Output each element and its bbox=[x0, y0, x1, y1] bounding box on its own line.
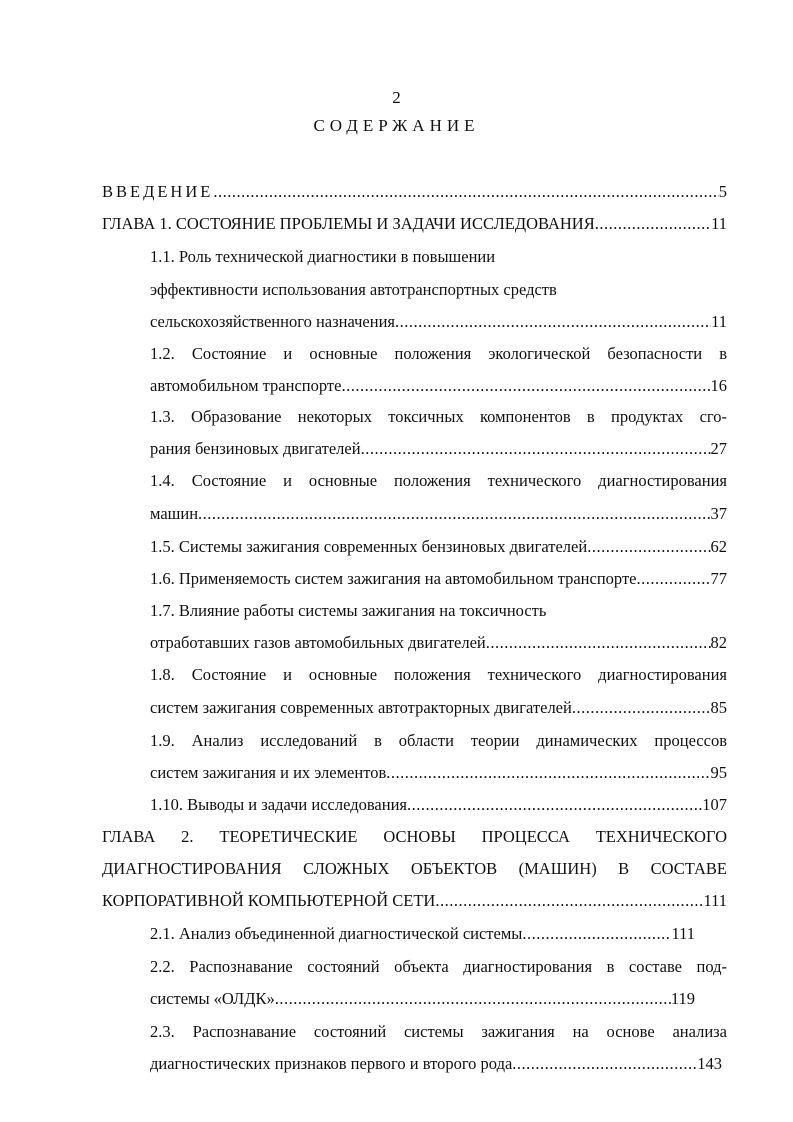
toc-entry-1-5 bbox=[150, 537, 727, 557]
toc-entry-1-1-line2: эффективности использования автотранспортных средств bbox=[150, 280, 557, 299]
toc-entry-chapter-1 bbox=[102, 214, 727, 234]
toc-entry-2-3-line1: 2.3. Распознавание состояний системы зажигания на основе анализа bbox=[150, 1022, 727, 1041]
toc-page-number: 95 bbox=[710, 763, 727, 782]
toc-entry-1-6 bbox=[150, 569, 727, 589]
toc-entry-1-2-line1: 1.2. Состояние и основные положения экологической безопасности в bbox=[150, 344, 727, 363]
toc-entry-1-1 bbox=[150, 312, 727, 332]
toc-entry-title: рания бензиновых двигателей bbox=[150, 439, 361, 458]
dot-leader bbox=[361, 439, 711, 459]
toc-entry-title: систем зажигания современных автотракторных двигателей bbox=[150, 698, 572, 717]
toc-entry-title: КОРПОРАТИВНОЙ КОМПЬЮТЕРНОЙ СЕТИ bbox=[102, 891, 436, 910]
toc-page-number: 16 bbox=[710, 376, 727, 395]
dot-leader bbox=[486, 633, 711, 653]
dot-leader bbox=[595, 214, 711, 234]
toc-entry-title: машин bbox=[150, 504, 199, 523]
toc-entry-2-1 bbox=[150, 924, 695, 944]
toc-page-number: 85 bbox=[710, 698, 727, 717]
toc-entry-2-2 bbox=[150, 989, 695, 1009]
toc-entry-1-1-line1: 1.1. Роль технической диагностики в повышении bbox=[150, 247, 496, 266]
dot-leader bbox=[198, 504, 710, 524]
toc-page-number: 11 bbox=[711, 214, 727, 233]
toc-page-number: 111 bbox=[703, 891, 727, 910]
toc-entry-chapter-2 bbox=[102, 891, 727, 911]
toc-page-number: 11 bbox=[711, 312, 727, 331]
toc-entry-title: 1.6. Применяемость систем зажигания на автомобильном транспорте bbox=[150, 569, 637, 588]
toc-entry-title: 1.5. Системы зажигания современных бензиновых двигателей bbox=[150, 537, 588, 556]
toc-entry-1-4 bbox=[150, 504, 727, 524]
page-number: 2 bbox=[392, 88, 401, 107]
toc-entry-title: автомобильном транспорте bbox=[150, 376, 342, 395]
toc-entry-2-3 bbox=[150, 1054, 722, 1074]
toc-entry-title: диагностических признаков первого и второго рода bbox=[150, 1054, 513, 1073]
toc-page-number: 37 bbox=[710, 504, 727, 523]
toc-entry-1-3 bbox=[150, 439, 727, 459]
toc-entry-title: отработавших газов автомобильных двигателей bbox=[150, 633, 486, 652]
dot-leader bbox=[572, 698, 711, 718]
toc-page-number: 119 bbox=[670, 989, 695, 1008]
dot-leader bbox=[386, 763, 710, 783]
toc-entry-1-7 bbox=[150, 633, 727, 653]
toc-entry-intro bbox=[102, 182, 727, 202]
toc-page-number: 107 bbox=[702, 795, 727, 814]
dot-leader bbox=[341, 376, 710, 396]
toc-page-number: 111 bbox=[671, 924, 695, 943]
dot-leader bbox=[435, 891, 703, 911]
dot-leader bbox=[407, 795, 702, 815]
dot-leader bbox=[636, 569, 710, 589]
toc-entry-1-10 bbox=[150, 795, 727, 815]
toc-entry-title: системы «ОЛДК» bbox=[150, 989, 275, 1008]
dot-leader bbox=[395, 312, 711, 332]
toc-entry-1-9-line1: 1.9. Анализ исследований в области теории динамических процессов bbox=[150, 731, 727, 750]
toc-page-number: 82 bbox=[710, 633, 727, 652]
toc-entry-2-2-line1: 2.2. Распознавание состояний объекта диагностирования в составе под- bbox=[150, 957, 727, 976]
page-title: СОДЕРЖАНИЕ bbox=[313, 116, 480, 135]
dot-leader bbox=[587, 537, 710, 557]
toc-entry-chapter-2-line1: ГЛАВА 2. ТЕОРЕТИЧЕСКИЕ ОСНОВЫ ПРОЦЕССА ТЕХНИЧЕСКОГО bbox=[102, 827, 727, 846]
toc-entry-1-3-line1: 1.3. Образование некоторых токсичных компонентов в продуктах сго- bbox=[150, 407, 727, 426]
toc-entry-title: систем зажигания и их элементов bbox=[150, 763, 387, 782]
dot-leader bbox=[275, 989, 671, 1009]
toc-entry-1-2 bbox=[150, 376, 727, 396]
toc-entry-chapter-2-line2: ДИАГНОСТИРОВАНИЯ СЛОЖНЫХ ОБЪЕКТОВ (МАШИН) В СОСТАВЕ bbox=[102, 859, 727, 878]
toc-entry-title: 1.10. Выводы и задачи исследования bbox=[150, 795, 407, 814]
toc-page-number: 77 bbox=[710, 569, 727, 588]
toc-page-number: 27 bbox=[710, 439, 727, 458]
dot-leader bbox=[213, 182, 718, 202]
toc-entry-title: 2.1. Анализ объединенной диагностической системы bbox=[150, 924, 523, 943]
toc-entry-1-8 bbox=[150, 698, 727, 718]
toc-entry-title: сельскохозяйственного назначения bbox=[150, 312, 395, 331]
toc-entry-title: ГЛАВА 1. СОСТОЯНИЕ ПРОБЛЕМЫ И ЗАДАЧИ ИССЛЕДОВАНИЯ bbox=[102, 214, 595, 233]
dot-leader bbox=[512, 1054, 697, 1074]
dot-leader bbox=[522, 924, 671, 944]
toc-page-number: 62 bbox=[710, 537, 727, 556]
toc-page-number: 143 bbox=[697, 1054, 722, 1073]
toc-entry-1-7-line1: 1.7. Влияние работы системы зажигания на токсичность bbox=[150, 601, 547, 620]
toc-entry-1-8-line1: 1.8. Состояние и основные положения технического диагностирования bbox=[150, 665, 727, 684]
toc-entry-1-4-line1: 1.4. Состояние и основные положения технического диагностирования bbox=[150, 471, 727, 490]
toc-entry-title: ВВЕДЕНИЕ bbox=[102, 182, 214, 201]
toc-page-number: 5 bbox=[718, 182, 727, 201]
toc-entry-1-9 bbox=[150, 763, 727, 783]
